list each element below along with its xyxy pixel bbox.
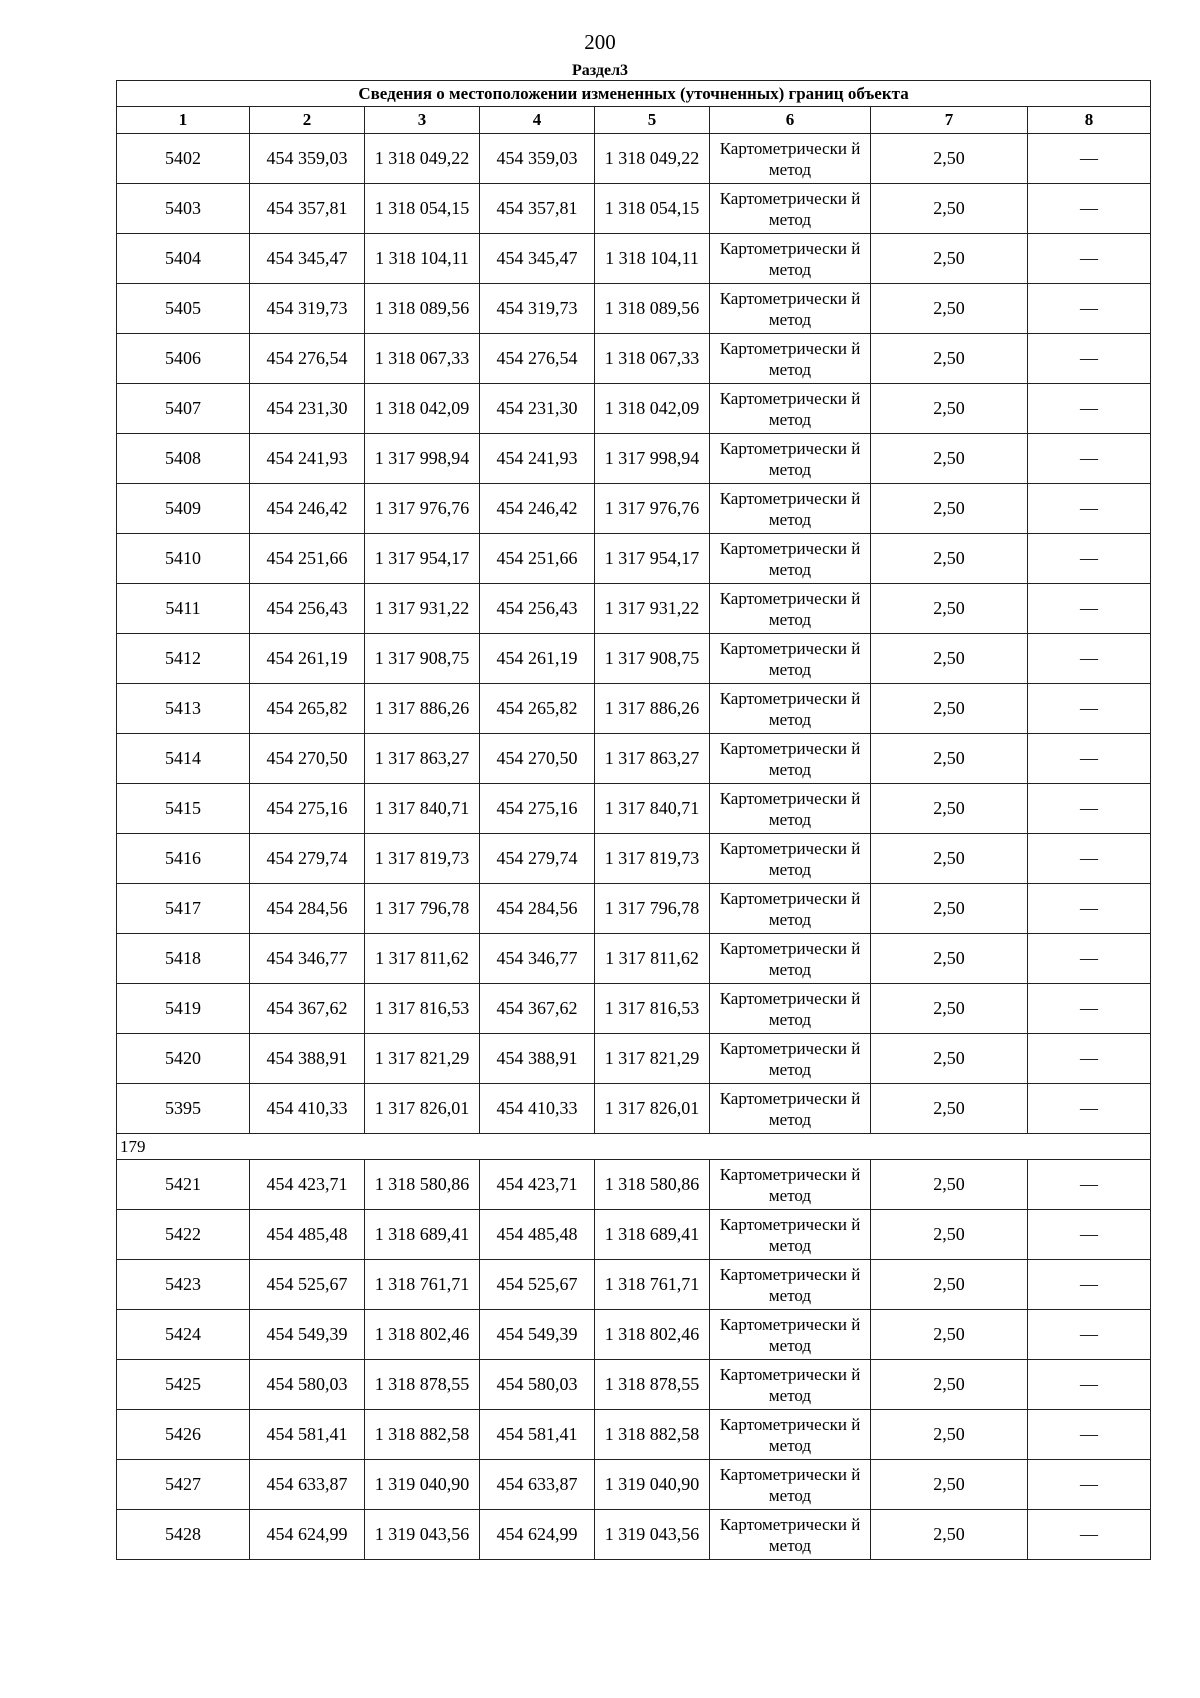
x-old-cell: 454 410,33 xyxy=(250,1084,365,1134)
x-new-cell: 454 581,41 xyxy=(480,1410,595,1460)
method-cell: Картометрически й метод xyxy=(710,334,871,384)
x-new-cell: 454 367,62 xyxy=(480,984,595,1034)
point-number-cell: 5424 xyxy=(117,1310,250,1360)
y-new-cell: 1 317 819,73 xyxy=(595,834,710,884)
table-row xyxy=(117,1310,1151,1360)
x-old-cell: 454 275,16 xyxy=(250,784,365,834)
table-row xyxy=(117,684,1151,734)
y-old-cell: 1 318 689,41 xyxy=(365,1210,480,1260)
x-new-cell: 454 246,42 xyxy=(480,484,595,534)
y-old-cell: 1 317 811,62 xyxy=(365,934,480,984)
x-new-cell: 454 525,67 xyxy=(480,1260,595,1310)
x-new-cell: 454 261,19 xyxy=(480,634,595,684)
point-number-cell: 5409 xyxy=(117,484,250,534)
section-title: Раздел3 xyxy=(571,62,629,79)
y-old-cell: 1 318 089,56 xyxy=(365,284,480,334)
accuracy-cell: 2,50 xyxy=(871,1310,1028,1360)
y-old-cell: 1 317 931,22 xyxy=(365,584,480,634)
x-new-cell: 454 357,81 xyxy=(480,184,595,234)
x-old-cell: 454 485,48 xyxy=(250,1210,365,1260)
point-number-cell: 5404 xyxy=(117,234,250,284)
point-number-cell: 5427 xyxy=(117,1460,250,1510)
point-number-cell: 5416 xyxy=(117,834,250,884)
y-new-cell: 1 317 821,29 xyxy=(595,1034,710,1084)
method-cell: Картометрически й метод xyxy=(710,1310,871,1360)
y-old-cell: 1 317 826,01 xyxy=(365,1084,480,1134)
x-old-cell: 454 346,77 xyxy=(250,934,365,984)
method-cell: Картометрически й метод xyxy=(710,484,871,534)
column-number: 8 xyxy=(1028,107,1151,134)
group-row xyxy=(117,1134,1151,1160)
table-row xyxy=(117,1360,1151,1410)
accuracy-cell: 2,50 xyxy=(871,884,1028,934)
method-cell: Картометрически й метод xyxy=(710,384,871,434)
column-number: 3 xyxy=(365,107,480,134)
method-cell: Картометрически й метод xyxy=(710,1260,871,1310)
x-old-cell: 454 284,56 xyxy=(250,884,365,934)
description-cell: — xyxy=(1028,384,1151,434)
y-old-cell: 1 319 040,90 xyxy=(365,1460,480,1510)
group-label: 179 xyxy=(117,1134,1151,1160)
y-old-cell: 1 318 802,46 xyxy=(365,1310,480,1360)
method-cell: Картометрически й метод xyxy=(710,1510,871,1560)
description-cell: — xyxy=(1028,1034,1151,1084)
table-row xyxy=(117,1034,1151,1084)
table-row xyxy=(117,584,1151,634)
table-row xyxy=(117,1084,1151,1134)
x-old-cell: 454 359,03 xyxy=(250,134,365,184)
method-cell: Картометрически й метод xyxy=(710,934,871,984)
x-new-cell: 454 359,03 xyxy=(480,134,595,184)
method-cell: Картометрически й метод xyxy=(710,734,871,784)
table-row xyxy=(117,184,1151,234)
y-new-cell: 1 317 826,01 xyxy=(595,1084,710,1134)
accuracy-cell: 2,50 xyxy=(871,1160,1028,1210)
x-new-cell: 454 624,99 xyxy=(480,1510,595,1560)
point-number-cell: 5412 xyxy=(117,634,250,684)
description-cell: — xyxy=(1028,984,1151,1034)
table-row xyxy=(117,984,1151,1034)
table-row xyxy=(117,1460,1151,1510)
accuracy-cell: 2,50 xyxy=(871,334,1028,384)
point-number-cell: 5406 xyxy=(117,334,250,384)
x-new-cell: 454 423,71 xyxy=(480,1160,595,1210)
accuracy-cell: 2,50 xyxy=(871,934,1028,984)
x-new-cell: 454 346,77 xyxy=(480,934,595,984)
x-old-cell: 454 633,87 xyxy=(250,1460,365,1510)
method-cell: Картометрически й метод xyxy=(710,234,871,284)
table-row xyxy=(117,384,1151,434)
y-new-cell: 1 318 802,46 xyxy=(595,1310,710,1360)
column-number-row xyxy=(117,107,1151,134)
point-number-cell: 5407 xyxy=(117,384,250,434)
description-cell: — xyxy=(1028,1410,1151,1460)
point-number-cell: 5420 xyxy=(117,1034,250,1084)
y-new-cell: 1 318 049,22 xyxy=(595,134,710,184)
x-old-cell: 454 549,39 xyxy=(250,1310,365,1360)
x-new-cell: 454 345,47 xyxy=(480,234,595,284)
y-new-cell: 1 319 043,56 xyxy=(595,1510,710,1560)
point-number-cell: 5403 xyxy=(117,184,250,234)
point-number-cell: 5419 xyxy=(117,984,250,1034)
accuracy-cell: 2,50 xyxy=(871,584,1028,634)
y-old-cell: 1 318 882,58 xyxy=(365,1410,480,1460)
point-number-cell: 5405 xyxy=(117,284,250,334)
point-number-cell: 5402 xyxy=(117,134,250,184)
table-row xyxy=(117,1210,1151,1260)
x-new-cell: 454 410,33 xyxy=(480,1084,595,1134)
x-new-cell: 454 279,74 xyxy=(480,834,595,884)
point-number-cell: 5415 xyxy=(117,784,250,834)
table-row xyxy=(117,1410,1151,1460)
table-row xyxy=(117,1510,1151,1560)
table-body xyxy=(117,134,1151,1560)
y-old-cell: 1 317 954,17 xyxy=(365,534,480,584)
accuracy-cell: 2,50 xyxy=(871,684,1028,734)
y-old-cell: 1 318 042,09 xyxy=(365,384,480,434)
table-row xyxy=(117,784,1151,834)
y-old-cell: 1 318 580,86 xyxy=(365,1160,480,1210)
column-number: 4 xyxy=(480,107,595,134)
accuracy-cell: 2,50 xyxy=(871,1260,1028,1310)
description-cell: — xyxy=(1028,634,1151,684)
column-number: 7 xyxy=(871,107,1028,134)
y-old-cell: 1 317 976,76 xyxy=(365,484,480,534)
y-old-cell: 1 318 054,15 xyxy=(365,184,480,234)
accuracy-cell: 2,50 xyxy=(871,184,1028,234)
y-new-cell: 1 319 040,90 xyxy=(595,1460,710,1510)
y-old-cell: 1 317 816,53 xyxy=(365,984,480,1034)
method-cell: Картометрически й метод xyxy=(710,1410,871,1460)
x-new-cell: 454 270,50 xyxy=(480,734,595,784)
y-new-cell: 1 317 816,53 xyxy=(595,984,710,1034)
description-cell: — xyxy=(1028,484,1151,534)
y-new-cell: 1 317 863,27 xyxy=(595,734,710,784)
point-number-cell: 5425 xyxy=(117,1360,250,1410)
accuracy-cell: 2,50 xyxy=(871,484,1028,534)
description-cell: — xyxy=(1028,1460,1151,1510)
y-new-cell: 1 317 840,71 xyxy=(595,784,710,834)
x-new-cell: 454 549,39 xyxy=(480,1310,595,1360)
x-old-cell: 454 279,74 xyxy=(250,834,365,884)
description-cell: — xyxy=(1028,584,1151,634)
x-old-cell: 454 581,41 xyxy=(250,1410,365,1460)
column-number: 2 xyxy=(250,107,365,134)
y-new-cell: 1 318 761,71 xyxy=(595,1260,710,1310)
x-old-cell: 454 345,47 xyxy=(250,234,365,284)
y-old-cell: 1 317 819,73 xyxy=(365,834,480,884)
method-cell: Картометрически й метод xyxy=(710,1210,871,1260)
x-old-cell: 454 256,43 xyxy=(250,584,365,634)
accuracy-cell: 2,50 xyxy=(871,984,1028,1034)
point-number-cell: 5418 xyxy=(117,934,250,984)
method-cell: Картометрически й метод xyxy=(710,1360,871,1410)
x-new-cell: 454 231,30 xyxy=(480,384,595,434)
point-number-cell: 5408 xyxy=(117,434,250,484)
x-new-cell: 454 580,03 xyxy=(480,1360,595,1410)
point-number-cell: 5395 xyxy=(117,1084,250,1134)
accuracy-cell: 2,50 xyxy=(871,634,1028,684)
accuracy-cell: 2,50 xyxy=(871,834,1028,884)
y-old-cell: 1 317 908,75 xyxy=(365,634,480,684)
y-new-cell: 1 318 878,55 xyxy=(595,1360,710,1410)
y-old-cell: 1 318 761,71 xyxy=(365,1260,480,1310)
y-old-cell: 1 317 998,94 xyxy=(365,434,480,484)
coordinates-table xyxy=(116,80,1151,1560)
y-new-cell: 1 318 689,41 xyxy=(595,1210,710,1260)
accuracy-cell: 2,50 xyxy=(871,234,1028,284)
table-row xyxy=(117,284,1151,334)
x-old-cell: 454 241,93 xyxy=(250,434,365,484)
point-number-cell: 5413 xyxy=(117,684,250,734)
method-cell: Картометрически й метод xyxy=(710,984,871,1034)
method-cell: Картометрически й метод xyxy=(710,134,871,184)
x-new-cell: 454 276,54 xyxy=(480,334,595,384)
description-cell: — xyxy=(1028,434,1151,484)
x-old-cell: 454 357,81 xyxy=(250,184,365,234)
point-number-cell: 5423 xyxy=(117,1260,250,1310)
y-new-cell: 1 318 882,58 xyxy=(595,1410,710,1460)
y-old-cell: 1 317 821,29 xyxy=(365,1034,480,1084)
column-number: 5 xyxy=(595,107,710,134)
y-old-cell: 1 317 863,27 xyxy=(365,734,480,784)
accuracy-cell: 2,50 xyxy=(871,1410,1028,1460)
point-number-cell: 5421 xyxy=(117,1160,250,1210)
table-row xyxy=(117,934,1151,984)
method-cell: Картометрически й метод xyxy=(710,1084,871,1134)
y-old-cell: 1 318 878,55 xyxy=(365,1360,480,1410)
description-cell: — xyxy=(1028,734,1151,784)
method-cell: Картометрически й метод xyxy=(710,684,871,734)
description-cell: — xyxy=(1028,834,1151,884)
y-new-cell: 1 318 580,86 xyxy=(595,1160,710,1210)
y-new-cell: 1 317 796,78 xyxy=(595,884,710,934)
y-old-cell: 1 318 067,33 xyxy=(365,334,480,384)
accuracy-cell: 2,50 xyxy=(871,1084,1028,1134)
description-cell: — xyxy=(1028,884,1151,934)
x-new-cell: 454 251,66 xyxy=(480,534,595,584)
x-new-cell: 454 485,48 xyxy=(480,1210,595,1260)
x-new-cell: 454 241,93 xyxy=(480,434,595,484)
y-new-cell: 1 317 954,17 xyxy=(595,534,710,584)
y-new-cell: 1 318 042,09 xyxy=(595,384,710,434)
table-row xyxy=(117,634,1151,684)
table-row xyxy=(117,434,1151,484)
accuracy-cell: 2,50 xyxy=(871,1460,1028,1510)
table-row xyxy=(117,834,1151,884)
method-cell: Картометрически й метод xyxy=(710,834,871,884)
x-new-cell: 454 265,82 xyxy=(480,684,595,734)
accuracy-cell: 2,50 xyxy=(871,1510,1028,1560)
y-new-cell: 1 318 054,15 xyxy=(595,184,710,234)
description-cell: — xyxy=(1028,534,1151,584)
y-new-cell: 1 317 811,62 xyxy=(595,934,710,984)
x-new-cell: 454 275,16 xyxy=(480,784,595,834)
method-cell: Картометрически й метод xyxy=(710,1160,871,1210)
description-cell: — xyxy=(1028,234,1151,284)
point-number-cell: 5426 xyxy=(117,1410,250,1460)
x-old-cell: 454 580,03 xyxy=(250,1360,365,1410)
accuracy-cell: 2,50 xyxy=(871,734,1028,784)
x-new-cell: 454 633,87 xyxy=(480,1460,595,1510)
description-cell: — xyxy=(1028,1510,1151,1560)
table-row xyxy=(117,1160,1151,1210)
x-new-cell: 454 319,73 xyxy=(480,284,595,334)
method-cell: Картометрически й метод xyxy=(710,584,871,634)
description-cell: — xyxy=(1028,134,1151,184)
x-old-cell: 454 261,19 xyxy=(250,634,365,684)
x-old-cell: 454 246,42 xyxy=(250,484,365,534)
method-cell: Картометрически й метод xyxy=(710,1034,871,1084)
table-row xyxy=(117,134,1151,184)
table-row xyxy=(117,734,1151,784)
description-cell: — xyxy=(1028,1084,1151,1134)
table-row xyxy=(117,234,1151,284)
method-cell: Картометрически й метод xyxy=(710,884,871,934)
table-row xyxy=(117,334,1151,384)
column-number: 1 xyxy=(117,107,250,134)
table-row xyxy=(117,484,1151,534)
point-number-cell: 5422 xyxy=(117,1210,250,1260)
method-cell: Картометрически й метод xyxy=(710,634,871,684)
description-cell: — xyxy=(1028,1310,1151,1360)
column-number: 6 xyxy=(710,107,871,134)
accuracy-cell: 2,50 xyxy=(871,134,1028,184)
x-old-cell: 454 423,71 xyxy=(250,1160,365,1210)
x-old-cell: 454 231,30 xyxy=(250,384,365,434)
description-cell: — xyxy=(1028,934,1151,984)
x-old-cell: 454 270,50 xyxy=(250,734,365,784)
description-cell: — xyxy=(1028,184,1151,234)
description-cell: — xyxy=(1028,1360,1151,1410)
y-new-cell: 1 318 067,33 xyxy=(595,334,710,384)
table-row xyxy=(117,534,1151,584)
accuracy-cell: 2,50 xyxy=(871,284,1028,334)
page-number: 200 xyxy=(584,30,616,54)
point-number-cell: 5428 xyxy=(117,1510,250,1560)
y-old-cell: 1 318 104,11 xyxy=(365,234,480,284)
point-number-cell: 5411 xyxy=(117,584,250,634)
accuracy-cell: 2,50 xyxy=(871,784,1028,834)
description-cell: — xyxy=(1028,1160,1151,1210)
point-number-cell: 5410 xyxy=(117,534,250,584)
x-new-cell: 454 256,43 xyxy=(480,584,595,634)
method-cell: Картометрически й метод xyxy=(710,284,871,334)
method-cell: Картометрически й метод xyxy=(710,434,871,484)
x-old-cell: 454 388,91 xyxy=(250,1034,365,1084)
y-new-cell: 1 317 886,26 xyxy=(595,684,710,734)
x-old-cell: 454 251,66 xyxy=(250,534,365,584)
description-cell: — xyxy=(1028,1210,1151,1260)
accuracy-cell: 2,50 xyxy=(871,434,1028,484)
y-old-cell: 1 318 049,22 xyxy=(365,134,480,184)
y-new-cell: 1 317 976,76 xyxy=(595,484,710,534)
method-cell: Картометрически й метод xyxy=(710,534,871,584)
point-number-cell: 5417 xyxy=(117,884,250,934)
y-old-cell: 1 317 840,71 xyxy=(365,784,480,834)
y-old-cell: 1 319 043,56 xyxy=(365,1510,480,1560)
y-new-cell: 1 318 089,56 xyxy=(595,284,710,334)
accuracy-cell: 2,50 xyxy=(871,1360,1028,1410)
table-caption: Сведения о местоположении измененных (уточненных) границ объекта xyxy=(117,81,1151,107)
description-cell: — xyxy=(1028,284,1151,334)
y-new-cell: 1 318 104,11 xyxy=(595,234,710,284)
x-new-cell: 454 284,56 xyxy=(480,884,595,934)
accuracy-cell: 2,50 xyxy=(871,1034,1028,1084)
table-row xyxy=(117,884,1151,934)
x-old-cell: 454 525,67 xyxy=(250,1260,365,1310)
description-cell: — xyxy=(1028,684,1151,734)
y-old-cell: 1 317 886,26 xyxy=(365,684,480,734)
accuracy-cell: 2,50 xyxy=(871,534,1028,584)
y-new-cell: 1 317 931,22 xyxy=(595,584,710,634)
x-new-cell: 454 388,91 xyxy=(480,1034,595,1084)
accuracy-cell: 2,50 xyxy=(871,384,1028,434)
accuracy-cell: 2,50 xyxy=(871,1210,1028,1260)
table-row xyxy=(117,1260,1151,1310)
x-old-cell: 454 319,73 xyxy=(250,284,365,334)
method-cell: Картометрически й метод xyxy=(710,184,871,234)
description-cell: — xyxy=(1028,1260,1151,1310)
x-old-cell: 454 624,99 xyxy=(250,1510,365,1560)
method-cell: Картометрически й метод xyxy=(710,784,871,834)
point-number-cell: 5414 xyxy=(117,734,250,784)
description-cell: — xyxy=(1028,784,1151,834)
x-old-cell: 454 276,54 xyxy=(250,334,365,384)
method-cell: Картометрически й метод xyxy=(710,1460,871,1510)
x-old-cell: 454 265,82 xyxy=(250,684,365,734)
y-new-cell: 1 317 908,75 xyxy=(595,634,710,684)
description-cell: — xyxy=(1028,334,1151,384)
x-old-cell: 454 367,62 xyxy=(250,984,365,1034)
y-old-cell: 1 317 796,78 xyxy=(365,884,480,934)
y-new-cell: 1 317 998,94 xyxy=(595,434,710,484)
